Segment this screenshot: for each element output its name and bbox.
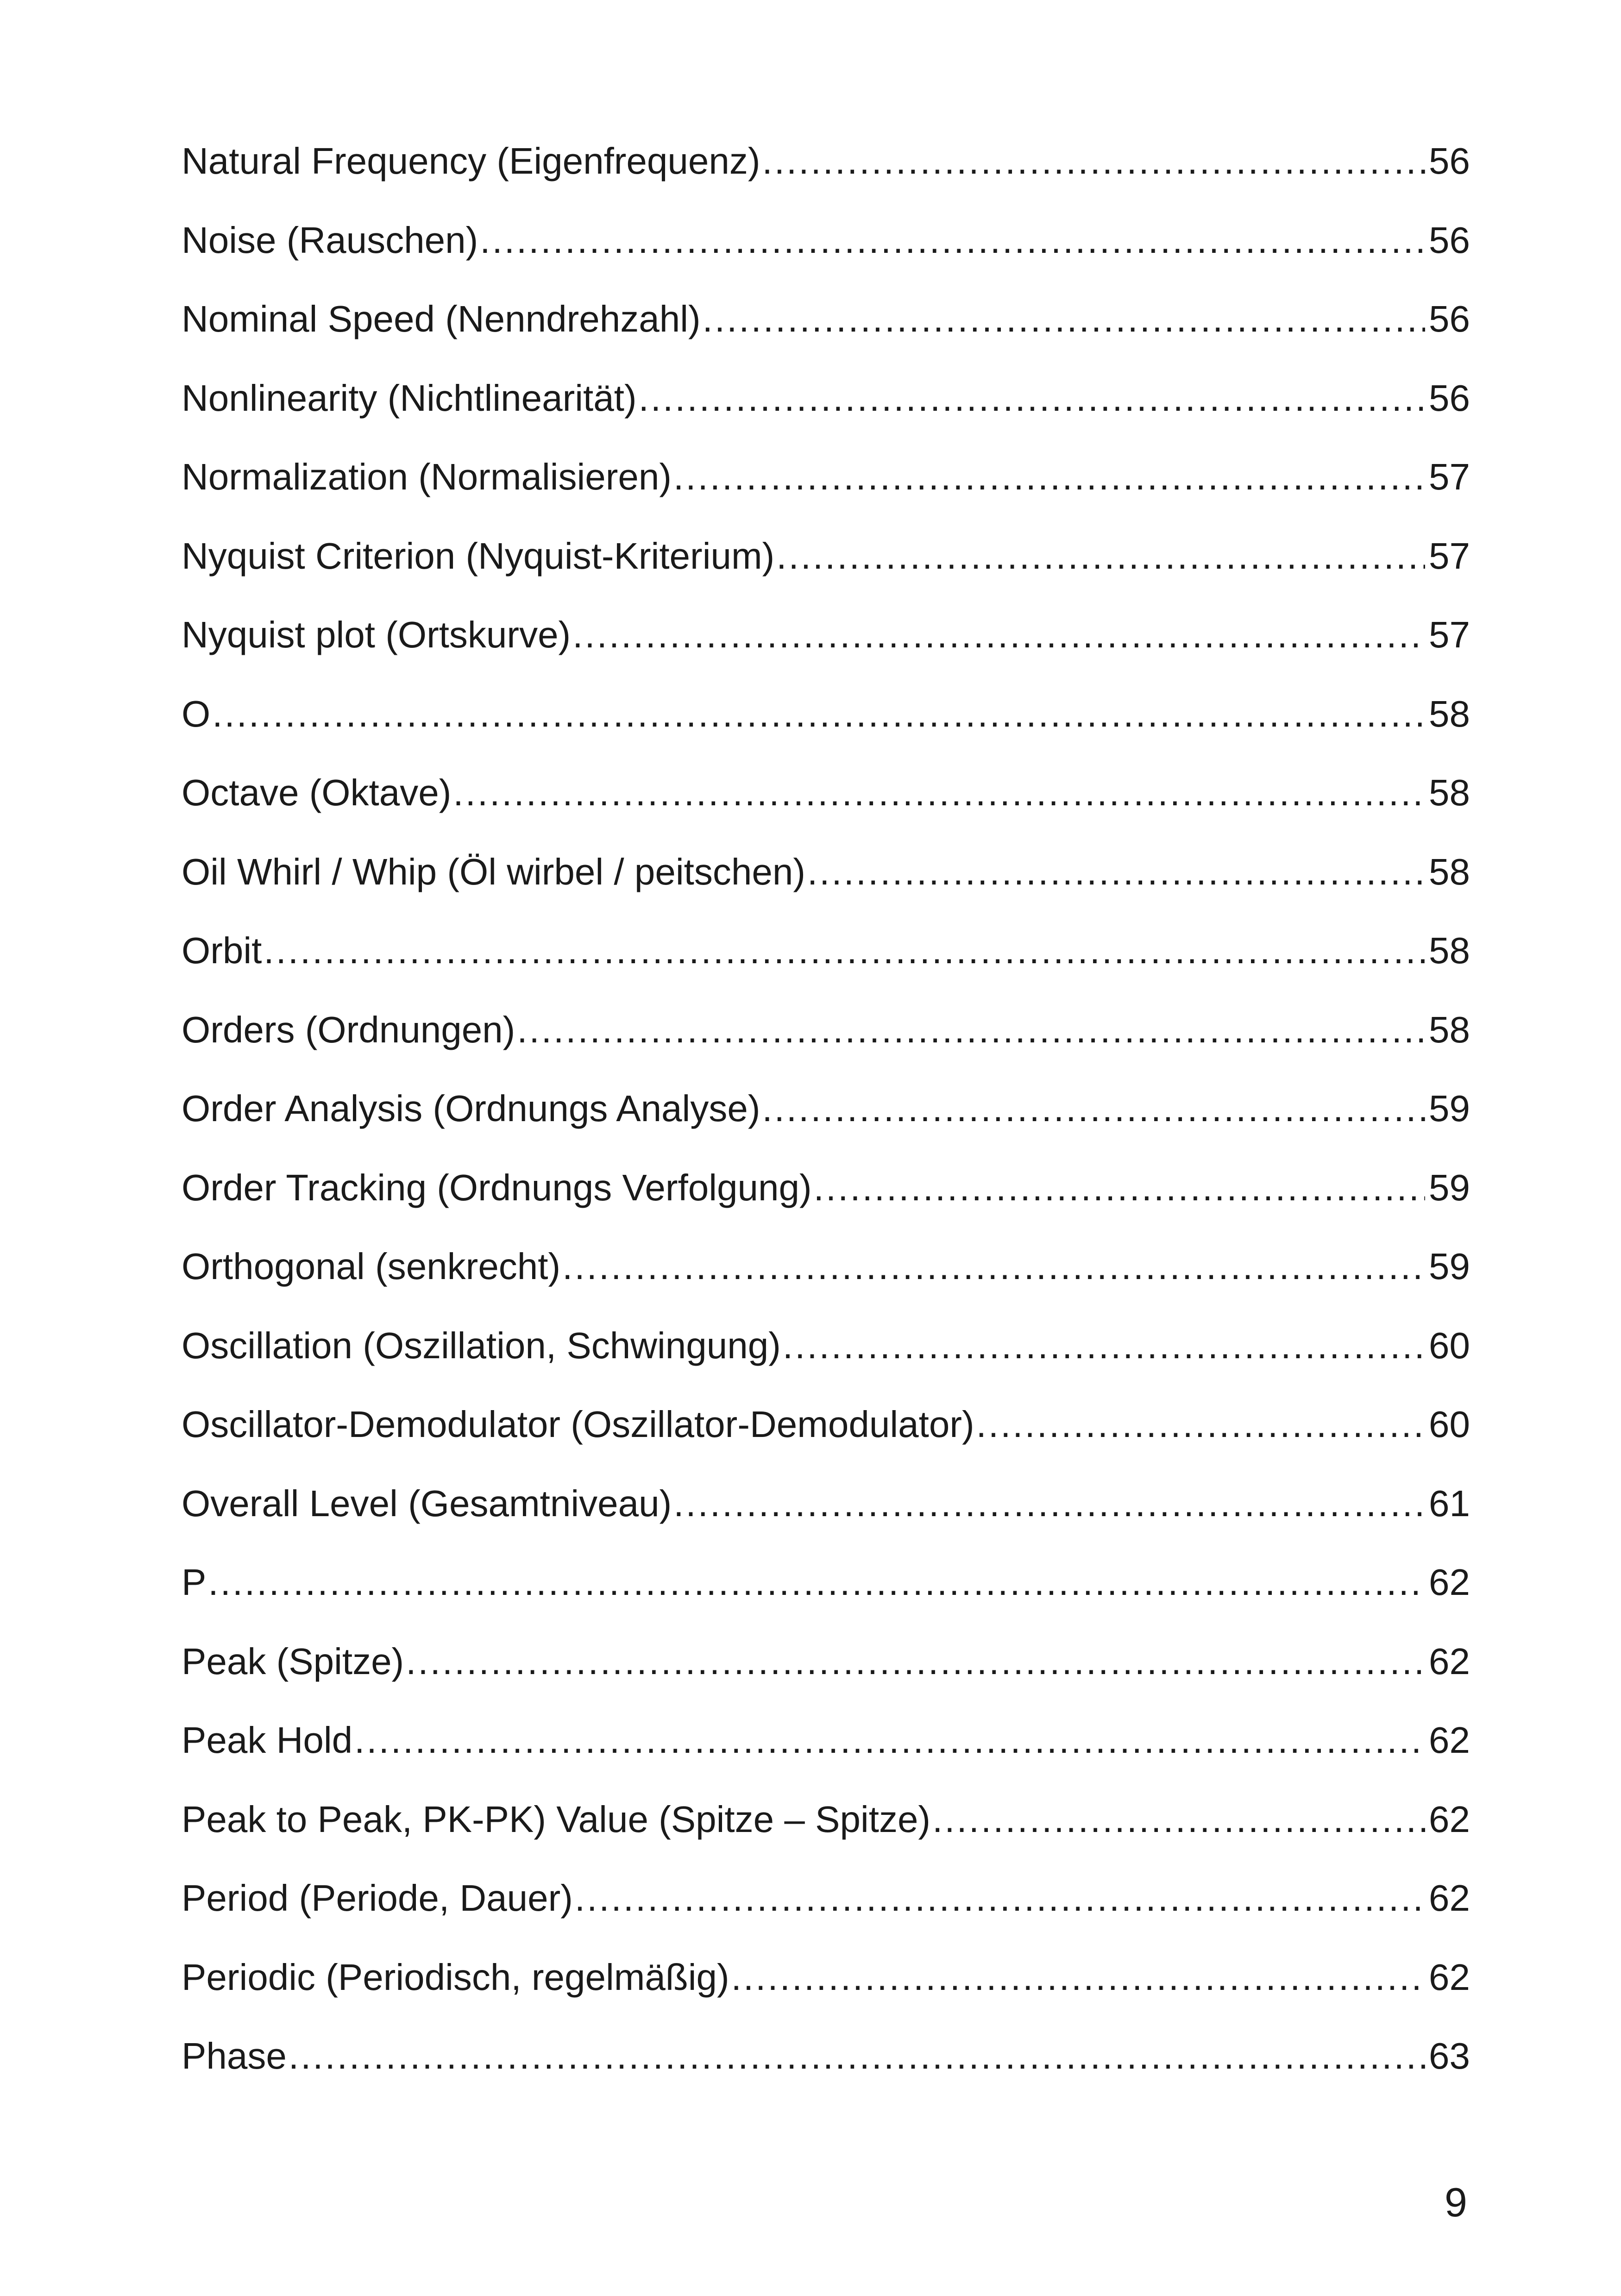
toc-entry-page: 57 <box>1429 535 1470 577</box>
toc-entry[interactable] <box>182 1482 1470 1564</box>
toc-entry-page: 58 <box>1429 1009 1470 1050</box>
toc-dot-leader <box>762 143 1425 180</box>
toc-entry-title: Nyquist Criterion (Nyquist-Kriterium) <box>182 535 775 577</box>
toc-entry-title: Peak to Peak, PK-PK) Value (Spitze – Spitze) <box>182 1798 931 1840</box>
toc-entry[interactable] <box>182 1798 1470 1880</box>
toc-entry-page: 60 <box>1429 1404 1470 1445</box>
toc-entry-title: Orders (Ordnungen) <box>182 1009 515 1050</box>
toc-entry[interactable] <box>182 1877 1470 1959</box>
toc-entry-title: Nonlinearity (Nichtlinearität) <box>182 377 637 419</box>
toc-entry-page: 57 <box>1429 456 1470 497</box>
toc-entry-title: Orthogonal (senkrecht) <box>182 1246 561 1287</box>
toc-entry[interactable] <box>182 535 1470 617</box>
toc-dot-leader <box>289 2038 1425 2075</box>
page-number: 9 <box>1445 2179 1467 2225</box>
toc-entry-title: Octave (Oktave) <box>182 772 452 813</box>
toc-entry-page: 62 <box>1429 1798 1470 1840</box>
toc-dot-leader <box>480 222 1425 259</box>
toc-entry[interactable] <box>182 1169 1470 1248</box>
toc-entry-page: 58 <box>1429 851 1470 892</box>
toc-entry-page: 59 <box>1429 1167 1470 1208</box>
toc-entry-page: 58 <box>1429 693 1470 734</box>
toc-entry-page: 62 <box>1429 1640 1470 1682</box>
toc-dot-leader <box>673 1485 1425 1522</box>
toc-entry[interactable] <box>182 693 1470 775</box>
toc-dot-leader <box>208 1564 1425 1601</box>
toc-entry-title: Phase <box>182 2035 287 2076</box>
toc-entry-title: Natural Frequency (Eigenfrequenz) <box>182 140 760 182</box>
toc-dot-leader <box>264 932 1425 969</box>
toc-entry-title: Normalization (Normalisieren) <box>182 456 672 497</box>
toc-dot-leader <box>976 1406 1425 1443</box>
toc-dot-leader <box>562 1248 1425 1285</box>
toc-entry-page: 60 <box>1429 1324 1470 1366</box>
table-of-contents <box>182 140 1470 2117</box>
toc-entry[interactable] <box>182 1564 1470 1643</box>
toc-entry-page: 62 <box>1429 1719 1470 1761</box>
toc-entry[interactable] <box>182 1011 1470 1091</box>
toc-entry-page: 61 <box>1429 1482 1470 1524</box>
toc-entry-title: Noise (Rauschen) <box>182 219 478 261</box>
toc-entry[interactable] <box>182 1324 1470 1406</box>
toc-entry[interactable] <box>182 1719 1470 1801</box>
toc-entry-title: Nominal Speed (Nenndrehzahl) <box>182 298 701 339</box>
toc-entry-title: P <box>182 1562 207 1603</box>
toc-dot-leader <box>762 1090 1425 1127</box>
toc-dot-leader <box>932 1801 1425 1838</box>
toc-entry-title: Oil Whirl / Whip (Öl wirbel / peitschen) <box>182 851 805 892</box>
toc-entry-page: 62 <box>1429 1562 1470 1603</box>
toc-entry-title: Overall Level (Gesamtniveau) <box>182 1482 672 1524</box>
toc-entry[interactable] <box>182 298 1470 380</box>
toc-entry[interactable] <box>182 219 1470 301</box>
toc-entry-title: Peak (Spitze) <box>182 1640 404 1682</box>
toc-entry[interactable] <box>182 1248 1470 1327</box>
toc-dot-leader <box>703 301 1425 338</box>
toc-entry[interactable] <box>182 932 1470 1011</box>
toc-dot-leader <box>783 1327 1425 1364</box>
toc-dot-leader <box>731 1959 1425 1996</box>
toc-entry[interactable] <box>182 774 1470 853</box>
toc-entry-title: Periodic (Periodisch, regelmäßig) <box>182 1956 729 1998</box>
toc-entry-title: Peak Hold <box>182 1719 353 1761</box>
toc-entry-page: 56 <box>1429 298 1470 339</box>
toc-dot-leader <box>212 696 1425 733</box>
toc-entry-title: Oscillation (Oszillation, Schwingung) <box>182 1324 781 1366</box>
toc-entry-page: 58 <box>1429 772 1470 813</box>
toc-entry[interactable] <box>182 2035 1470 2117</box>
toc-entry-page: 62 <box>1429 1877 1470 1919</box>
toc-dot-leader <box>575 1880 1425 1917</box>
toc-dot-leader <box>406 1643 1425 1680</box>
toc-entry-page: 59 <box>1429 1246 1470 1287</box>
toc-entry[interactable] <box>182 1406 1470 1485</box>
toc-entry[interactable] <box>182 1956 1470 2038</box>
toc-dot-leader <box>673 458 1425 496</box>
toc-entry[interactable] <box>182 458 1470 538</box>
toc-entry[interactable] <box>182 140 1470 222</box>
toc-dot-leader <box>572 616 1425 653</box>
toc-dot-leader <box>639 380 1425 417</box>
toc-entry-page: 56 <box>1429 219 1470 261</box>
toc-entry[interactable] <box>182 853 1470 933</box>
toc-entry-page: 63 <box>1429 2035 1470 2076</box>
toc-entry-title: Nyquist plot (Ortskurve) <box>182 614 571 655</box>
toc-dot-leader <box>517 1011 1425 1048</box>
toc-entry-title: Order Analysis (Ordnungs Analyse) <box>182 1088 760 1129</box>
toc-entry[interactable] <box>182 377 1470 459</box>
toc-entry-page: 58 <box>1429 930 1470 971</box>
toc-entry-page: 57 <box>1429 614 1470 655</box>
toc-dot-leader <box>814 1169 1425 1206</box>
toc-entry-page: 56 <box>1429 140 1470 182</box>
toc-entry-page: 62 <box>1429 1956 1470 1998</box>
toc-dot-leader <box>354 1722 1425 1759</box>
toc-entry-page: 56 <box>1429 377 1470 419</box>
toc-entry-title: Oscillator-Demodulator (Oszillator-Demodulator) <box>182 1404 974 1445</box>
toc-entry[interactable] <box>182 1640 1470 1722</box>
toc-dot-leader <box>807 853 1425 891</box>
toc-entry[interactable] <box>182 616 1470 696</box>
toc-entry-title: Period (Periode, Dauer) <box>182 1877 573 1919</box>
toc-entry-title: Orbit <box>182 930 262 971</box>
toc-entry-title: Order Tracking (Ordnungs Verfolgung) <box>182 1167 812 1208</box>
toc-dot-leader <box>453 774 1425 811</box>
toc-dot-leader <box>776 538 1425 575</box>
toc-entry-title: O <box>182 693 211 734</box>
toc-entry-page: 59 <box>1429 1088 1470 1129</box>
toc-entry[interactable] <box>182 1090 1470 1169</box>
